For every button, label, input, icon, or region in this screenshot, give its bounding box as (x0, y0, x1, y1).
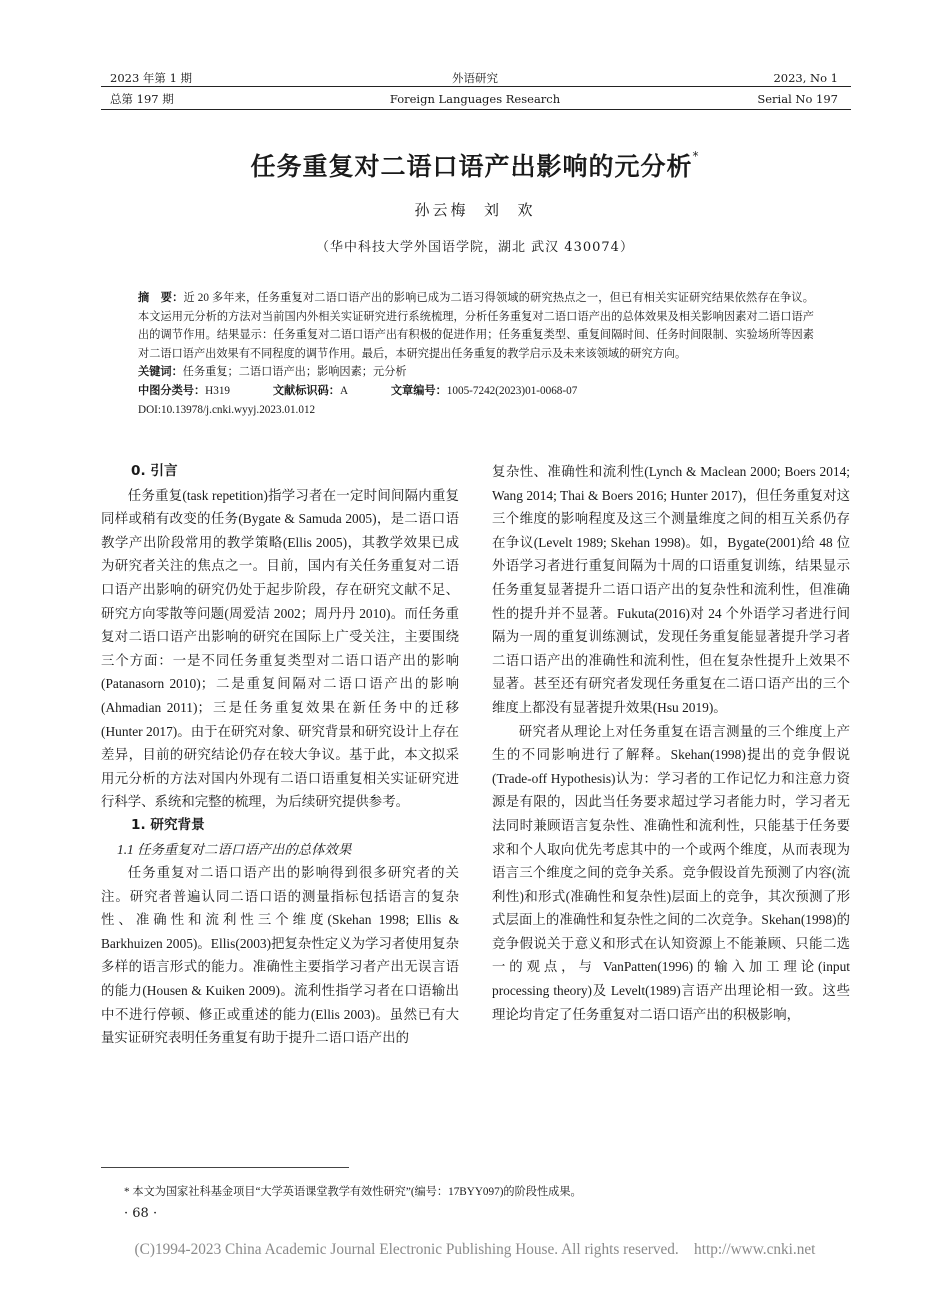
doc-code-label: 文献标识码： (272, 383, 340, 397)
right-paragraph-2: 研究者从理论上对任务重复在语言测量的三个维度上产生的不同影响进行了解释。Skehan(1998)提出的竞争假说(Trade-off Hypothesis)认为：学习者的工作记忆力和注意力资源是有限的，因此当任务要求超过学习者能力时，学习者无法同时兼顾语言复杂性、准确性和流利性，只能基于任务要求和个人取向优先考虑其中的一个或两个维度，从而表现为语言三个维度之间的竞争关系。竞争假设首先预测了内容(流利性)和形式(准确性和复杂性)层面上的竞争，其次预测了形式层面上的准确性和复杂性之间的二次竞争。Skehan(1998)的竞争假说关于意义和形式在认知资源上不能兼顾、只能二选一的观点，与 VanPatten(1996)的输入加工理论(input processing theory)及 Levelt(1989)言语产出理论相一致。这些理论均肯定了任务重复对二语口语产出的积极影响， (492, 723, 850, 1022)
footnote: * 本文为国家社科基金项目“大学英语课堂教学有效性研究”(编号：17BYY097)的阶段性成果。 (124, 1186, 582, 1198)
section-heading-background: 1. 研究背景 (131, 816, 205, 833)
abstract-label: 摘 要： (138, 291, 184, 304)
journal-name-cn: 外语研究 (452, 71, 498, 85)
keywords-text: 任务重复；二语口语产出；影响因素；元分析 (182, 366, 407, 379)
issue-number: 2023 年第 1 期 (110, 71, 193, 85)
serial-number-en: Serial No 197 (757, 92, 838, 106)
article-number-value: 1005-7242(2023)01-0068-07 (446, 384, 578, 397)
footnote-rule (101, 1167, 349, 1168)
header-rule (101, 86, 851, 87)
subsection-heading-1-1: 1.1 任务重复对二语口语产出的总体效果 (117, 841, 352, 857)
doc-code-value: A (339, 384, 349, 397)
clc-value: H319 (205, 384, 231, 397)
page-number: · 68 · (124, 1206, 158, 1221)
copyright-line: (C)1994-2023 China Academic Journal Electronic Publishing House. All rights reserved. http://www.cnki.net (134, 1241, 816, 1258)
background-paragraph: 任务重复对二语口语产出的影响得到很多研究者的关注。研究者普遍认同二语口语的测量指标包括语言的复杂性、准确性和流利性三个维度(Skehan 1998; Ellis & Barkhuizen 2005)。Ellis(2003)把复杂性定义为学习者使用复杂多样的语言形式的能力。准确性主要指学习者产出无误言语的能力(Housen & Kuiken 2009)。流利性指学习者在口语输出中不进行停顿、修正或重述的能力(Ellis 2003)。虽然已有大量实证研究表明任务重复有助于提升二语口语产出的 (101, 865, 459, 1046)
authors: 孙云梅 刘 欢 (414, 201, 536, 219)
right-paragraph-1: 复杂性、准确性和流利性(Lynch & Maclean 2000; Boers 2014; Wang 2014; Thai & Boers 2016; Hunter 2017)，但任务重复对这三个维度的影响程度及这三个测量维度之间的相互关系仍存在争议(Levelt 1989; Skehan 1998)。如，Bygate(2001)给 48 位外语学习者进行重复间隔为十周的口语重复训练，结果显示任务重复显著提升二语口语产出的复杂性和流利性，但准确性的提升并不显著。Fukuta(2016)对 24 个外语学习者进行间隔为一周的重复训练测试，发现任务重复能显著提升学习者二语口语产出的准确性和流利性，但在复杂性提升上效果不显著。甚至还有研究者发现任务重复在二语口语产出的三个维度上都没有显著提升效果(Hsu 2019)。 (492, 464, 850, 715)
serial-number-cn: 总第 197 期 (110, 92, 174, 106)
article-number-label: 文章编号： (390, 383, 447, 397)
keywords-label: 关键词： (138, 365, 183, 379)
journal-name-en: Foreign Languages Research (389, 92, 561, 106)
abstract-text: 近 20 多年来，任务重复对二语口语产出的影响已成为二语习得领域的研究热点之一，但已有相关实证研究结果依然存在争议。本文运用元分析的方法对当前国内外相关实证研究进行系统梳理，分析任务重复对二语口语产出的总体效果及相关影响因素对二语口语产出的调节作用。结果显示：任务重复对二语口语产出有积极的促进作用；任务重复类型、重复间隔时间、任务时间限制、实验场所等因素对二语口语产出效果有不同程度的调节作用。最后，本研究提出任务重复的教学启示及未来该领域的研究方向。 (138, 292, 814, 360)
paper-title-text: 任务重复对二语口语产出影响的元分析 (250, 152, 693, 181)
left-column (101, 460, 459, 1050)
header-rule-bottom (101, 109, 851, 110)
section-heading-intro: 0. 引言 (131, 463, 178, 479)
paper-title (0, 147, 950, 183)
abstract (138, 289, 814, 363)
classification-line (138, 382, 814, 401)
issue-number-en: 2023, No 1 (773, 71, 838, 85)
doi: DOI:10.13978/j.cnki.wyyj.2023.01.012 (138, 403, 316, 416)
abstract-block (138, 289, 814, 419)
intro-paragraph: 任务重复(task repetition)指学习者在一定时间间隔内重复同样或稍有改变的任务(Bygate & Samuda 2005)，是二语口语教学产出阶段常用的教学策略(Ellis 2005)，其教学效果已成为研究者关注的焦点之一。目前，国内有关任务重复对二语口语产出影响的研究仍处于起步阶段，存在研究文献不足、研究方向零散等问题(周爱洁 2002；周丹丹 2010)。而任务重复对二语口语产出影响的研究在国际上广受关注，主要围绕三个方面：一是不同任务重复类型对二语口语产出的影响(Patanasorn 2010)；二是重复间隔对二语口语产出的影响(Ahmadian 2011)；三是任务重复效果在新任务中的迁移(Hunter 2017)。由于在研究对象、研究背景和研究设计上存在差异，目前的研究结论仍存在较大争议。基于此，本文拟采用元分析的方法对国内外现有二语口语重复相关实证研究进行科学、系统和完整的梳理，为后续研究提供参考。 (101, 487, 459, 810)
title-footnote-mark: * (692, 149, 700, 163)
affiliation: （华中科技大学外国语学院，湖北 武汉 430074） (316, 240, 634, 255)
clc-label: 中图分类号： (138, 383, 206, 397)
right-column (492, 460, 850, 1026)
keywords (138, 363, 814, 382)
